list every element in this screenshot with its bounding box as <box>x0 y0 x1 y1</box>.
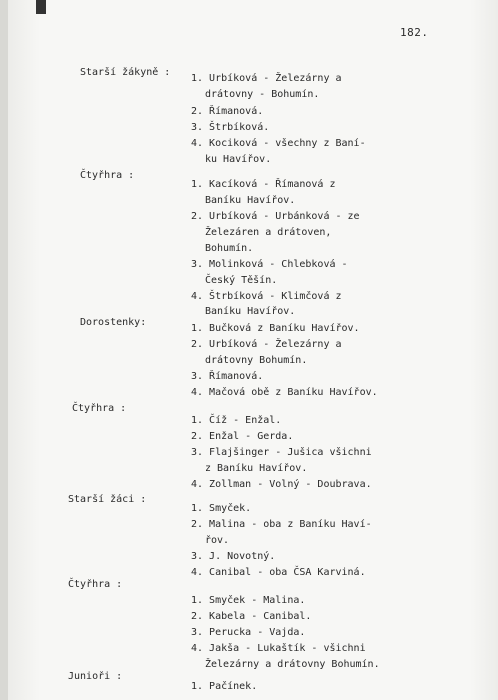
list-item: 3. Molinková - Chlebková - <box>191 259 348 270</box>
list-item: 2. Kabela - Canibal. <box>191 611 312 622</box>
list-item: 1. Kacíková - Římanová z <box>191 179 336 190</box>
list-item: Železáren a drátoven, <box>205 227 332 238</box>
list-item: 1. Bučková z Baníku Havířov. <box>191 323 360 334</box>
section-label: Dorostenky: <box>80 317 147 328</box>
list-item: 1. Urbíková - Železárny a <box>191 73 342 84</box>
list-item: Bohumín. <box>205 243 254 254</box>
page-number: 182. <box>400 26 429 39</box>
list-item: 1. Číž - Enžal. <box>191 415 282 426</box>
list-item: 4. Kociková - všechny z Baní- <box>191 138 366 149</box>
list-item: 3. Římanová. <box>191 371 264 382</box>
list-item: 2. Malina - oba z Baníku Haví- <box>191 519 372 530</box>
list-item: 1. Pačínek. <box>191 681 258 692</box>
list-item: Baníku Havířov. <box>205 306 296 317</box>
list-item: 4. Štrbíková - Klimčová z <box>191 291 342 302</box>
list-item: 1. Smyček - Malina. <box>191 595 306 606</box>
list-item: 2. Urbíková - Urbánková - ze <box>191 211 360 222</box>
list-item: z Baníku Havířov. <box>205 463 308 474</box>
list-item: 4. Mačová obě z Baníku Havířov. <box>191 387 378 398</box>
list-item: 3. Flajšinger - Jušica všichni <box>191 447 372 458</box>
list-item: Český Těšín. <box>205 275 278 286</box>
list-item: řov. <box>205 535 230 546</box>
list-item: Železárny a drátovny Bohumín. <box>205 659 380 670</box>
list-item: 4. Canibal - oba ČSA Karviná. <box>191 567 366 578</box>
scan-mark <box>36 0 46 14</box>
list-item: 3. J. Novotný. <box>191 551 276 562</box>
scan-edge <box>0 0 8 700</box>
list-item: 3. Štrbíková. <box>191 122 270 133</box>
list-item: 2. Římanová. <box>191 106 264 117</box>
section-label: Junioři : <box>68 671 123 682</box>
list-item: 1. Smyček. <box>191 503 252 514</box>
list-item: 4. Zollman - Volný - Doubrava. <box>191 479 372 490</box>
section-label: Starší žáci : <box>68 494 147 505</box>
list-item: 4. Jakša - Lukaštík - všichni <box>191 643 366 654</box>
section-label: Čtyřhra : <box>80 170 135 181</box>
list-item: drátovny Bohumín. <box>205 355 308 366</box>
section-label: Čtyřhra : <box>68 579 123 590</box>
list-item: 3. Perucka - Vajda. <box>191 627 306 638</box>
list-item: ku Havířov. <box>205 154 272 165</box>
list-item: Baníku Havířov. <box>205 195 296 206</box>
section-label: Starší žákyně : <box>80 67 171 78</box>
section-label: Čtyřhra : <box>72 403 127 414</box>
list-item: 2. Urbíková - Železárny a <box>191 339 342 350</box>
list-item: drátovny - Bohumín. <box>205 89 320 100</box>
list-item: 2. Enžal - Gerda. <box>191 431 294 442</box>
